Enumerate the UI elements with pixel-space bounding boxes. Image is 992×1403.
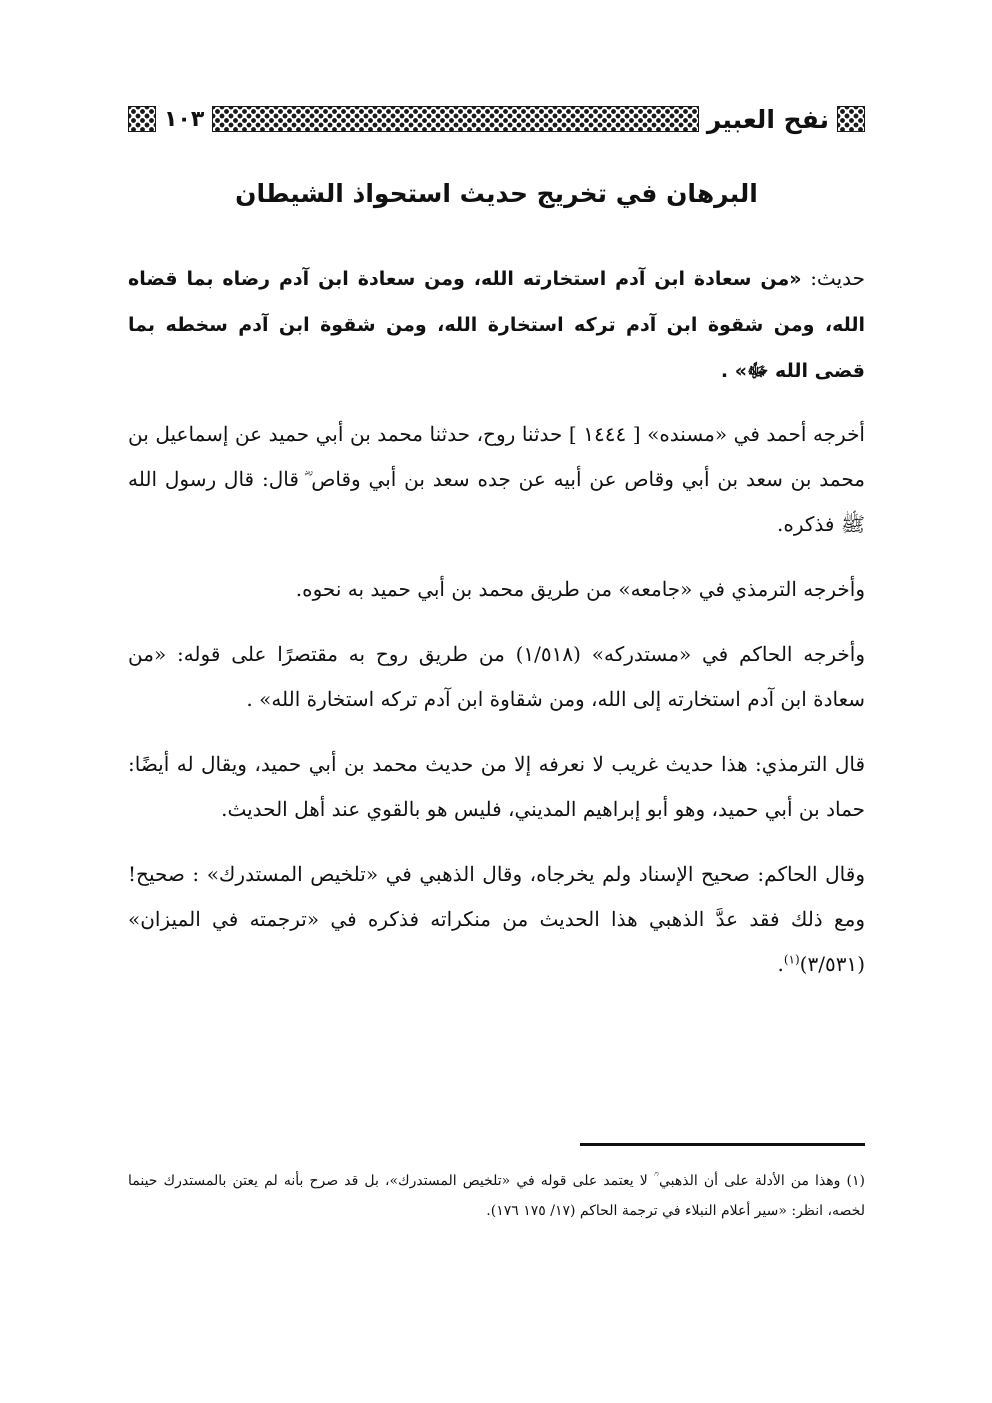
paragraph-tirmidhi: وأخرجه الترمذي في «جامعه» من طريق محمد بن أبي حميد به نحوه. <box>295 577 865 601</box>
paragraph-tirmidhi-comment: قال الترمذي: هذا حديث غريب لا نعرفه إلا من حديث محمد بن أبي حميد، ويقال له أيضًا: حماد بن أبي حميد، وهو أبو إبراهيم المديني، فليس هو بالقوي عند أهل الحديث. <box>128 752 865 821</box>
paragraph-dhahabi <box>128 852 865 987</box>
hadith-text: «من سعادة ابن آدم استخارته الله، ومن سعادة ابن آدم رضاه بما قضاه الله، ومن شقوة ابن آدم تركه استخارة الله، ومن شقوة ابن آدم سخطه بما قضى الله ﷻ» . <box>128 268 865 382</box>
paragraph-hakim: وأخرجه الحاكم في «مستدركه» (١/٥١٨) من طريق روح به مقتصرًا على قوله: «من سعادة ابن آدم استخارته إلى الله، ومن شقاوة ابن آدم تركه استخارة الله» . <box>128 642 865 711</box>
ornament-band-middle <box>212 106 699 132</box>
book-title: نفح العبير <box>706 104 829 134</box>
ornament-band-left <box>128 106 156 132</box>
paragraph-ahmad: أخرجه أحمد في «مسنده» [ ١٤٤٤ ] حدثنا روح، حدثنا محمد بن أبي حميد عن إسماعيل بن محمد بن سعد بن أبي وقاص عن أبيه عن جده سعد بن أبي وقاص ؓ قال: قال رسول الله ﷺ فذكره. <box>128 422 865 536</box>
chapter-title: البرهان في تخريج حديث استحواذ الشيطان <box>235 179 758 208</box>
paragraph-end-mark: . <box>777 952 784 976</box>
paragraph-dhahabi-text: وقال الحاكم: صحيح الإسناد ولم يخرجاه، وقال الذهبي في «تلخيص المستدرك» : صحيح! ومع ذلك فقد عدَّ الذهبي هذا الحديث من منكراته فذكره في «ترجمته في الميزان» (٣/٥٣١) <box>128 862 865 976</box>
footnote-reference[interactable]: (١) <box>783 952 800 967</box>
ornament-band-right <box>837 106 865 132</box>
hadith-paragraph <box>128 256 865 394</box>
footnote-separator <box>580 1143 865 1146</box>
hadith-label: حديث: <box>810 266 865 290</box>
footnote: (١) وهذا من الأدلة على أن الذهبي ؒ لا يعتمد على قوله في «تلخيص المستدرك»، بل قد صرح بأنه لم يعتن بالمستدرك حينما لخصه، انظر: «سير أعلام النبلاء في ترجمة الحاكم (١٧/ ١٧٥ ١٧٦). <box>128 1173 865 1219</box>
main-text <box>128 256 865 1007</box>
running-header <box>128 96 865 142</box>
page-number: ١٠٣ <box>164 106 205 132</box>
